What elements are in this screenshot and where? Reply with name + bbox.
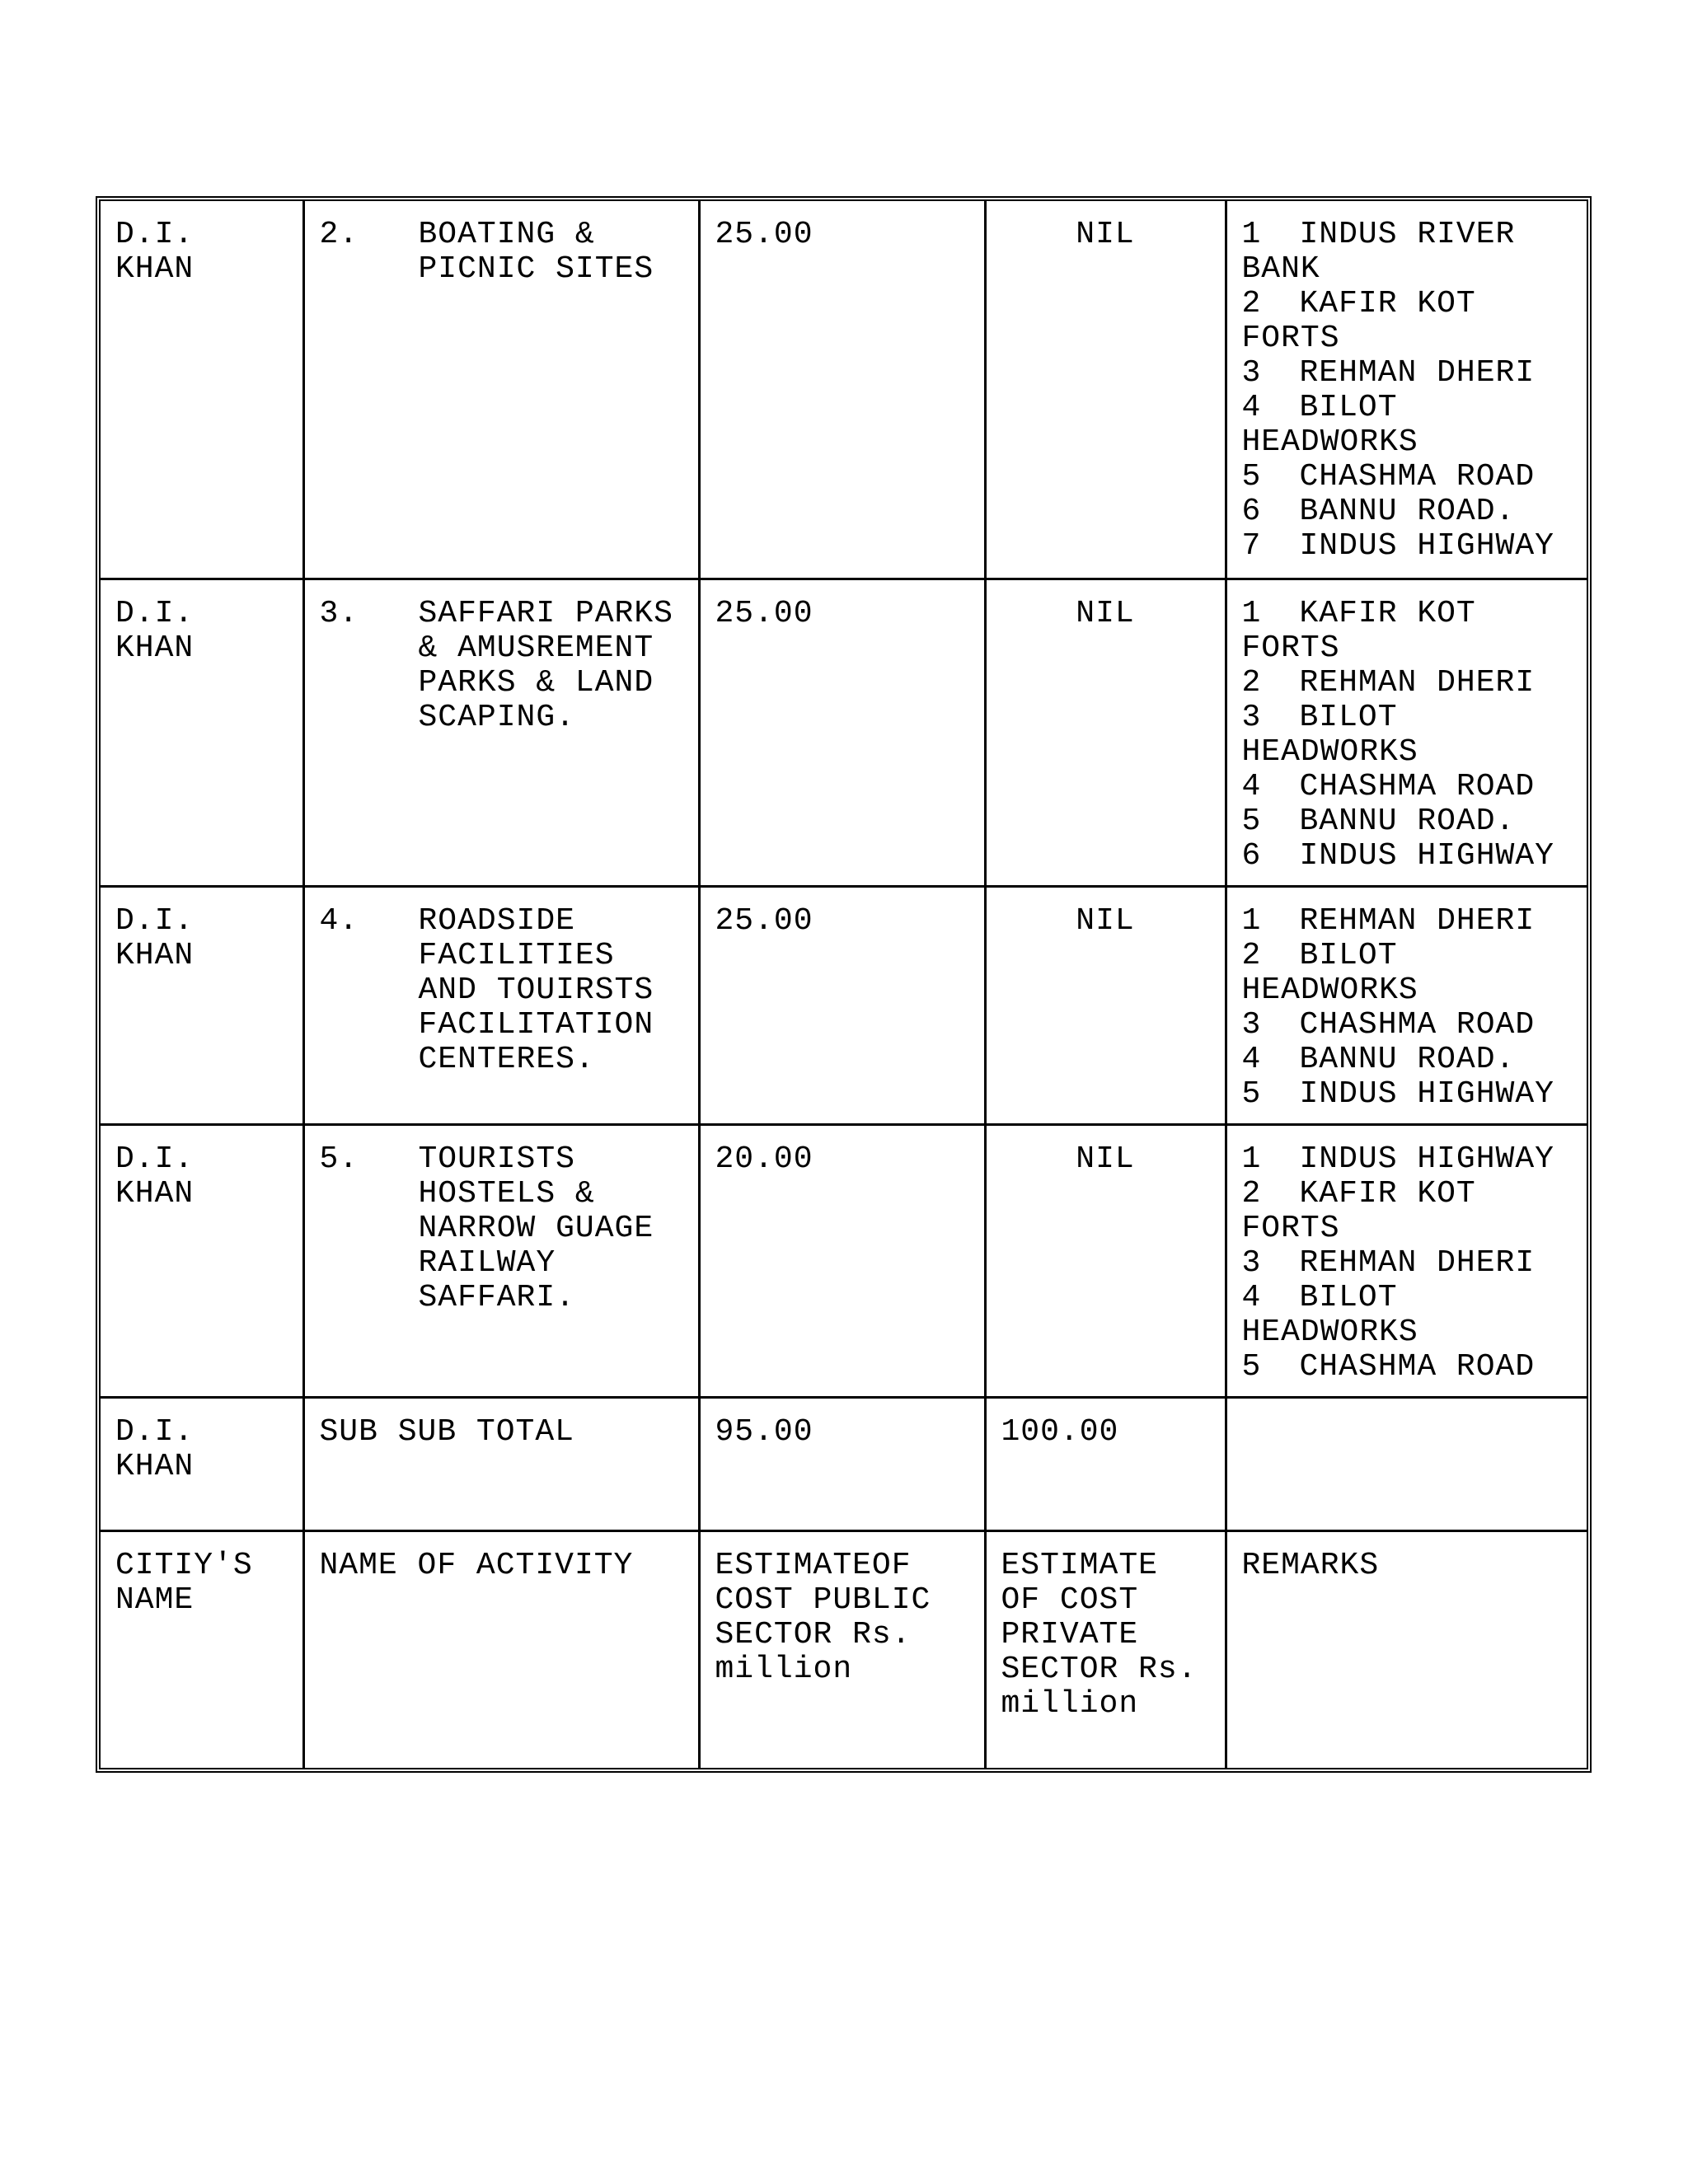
activity-cell — [303, 201, 699, 579]
remark-item: 4 BILOT HEADWORKS — [1241, 390, 1418, 460]
remark-item: 2 KAFIR KOT FORTS — [1241, 286, 1476, 356]
activity-cell — [303, 579, 699, 886]
public-cost-cell: 95.00 — [699, 1397, 985, 1530]
remark-item: 3 BILOT HEADWORKS — [1241, 699, 1418, 770]
activity-name: BOATING & PICNIC SITES — [418, 217, 654, 287]
private-cost-cell: NIL — [985, 201, 1226, 579]
private-cost-cell: NIL — [985, 1124, 1226, 1397]
remark-item: 4 CHASHMA ROAD — [1241, 768, 1536, 804]
header-private-cost: ESTIMATE OF COST PRIVATE SECTOR Rs. million — [985, 1530, 1226, 1768]
remarks-cell — [1226, 1124, 1587, 1397]
remark-item: 1 INDUS HIGHWAY — [1241, 1141, 1554, 1177]
header-activity: NAME OF ACTIVITY — [303, 1530, 699, 1768]
header-public-cost: ESTIMATEOF COST PUBLIC SECTOR Rs. million — [699, 1530, 985, 1768]
table-row — [101, 579, 1587, 886]
city-cell: D.I. KHAN — [101, 886, 303, 1124]
remark-item: 4 BANNU ROAD. — [1241, 1041, 1516, 1077]
activity-number: 3. — [319, 595, 359, 631]
activity-number: 5. — [319, 1141, 359, 1177]
remark-item: 2 REHMAN DHERI — [1241, 664, 1536, 701]
remark-item: 1 INDUS RIVER BANK — [1241, 217, 1516, 287]
city-cell: D.I. KHAN — [101, 579, 303, 886]
remark-item: 5 CHASHMA ROAD — [1241, 1348, 1536, 1385]
public-cost-cell: 25.00 — [699, 579, 985, 886]
remark-item: 5 BANNU ROAD. — [1241, 803, 1516, 839]
activity-number: 2. — [319, 217, 359, 252]
private-cost-cell: NIL — [985, 579, 1226, 886]
public-cost-cell: 25.00 — [699, 886, 985, 1124]
activity-table-frame — [96, 196, 1592, 1773]
remark-item: 5 INDUS HIGHWAY — [1241, 1076, 1554, 1112]
private-cost-cell: 100.00 — [985, 1397, 1226, 1530]
table-row — [101, 886, 1587, 1124]
remark-item: 1 KAFIR KOT FORTS — [1241, 595, 1476, 666]
city-cell: D.I. KHAN — [101, 1397, 303, 1530]
activity-cell — [303, 1124, 699, 1397]
city-cell: D.I. KHAN — [101, 201, 303, 579]
remarks-cell — [1226, 886, 1587, 1124]
header-city: CITIY'S NAME — [101, 1530, 303, 1768]
activity-name: SAFFARI PARKS & AMUSREMENT PARKS & LAND SCAPING. — [418, 595, 673, 735]
city-cell: D.I. KHAN — [101, 1124, 303, 1397]
activity-number: 4. — [319, 902, 359, 939]
activity-cell — [303, 886, 699, 1124]
remarks-cell — [1226, 1397, 1587, 1530]
column-header-row — [101, 1530, 1587, 1768]
remark-item: 7 INDUS HIGHWAY — [1241, 528, 1554, 564]
remark-item: 5 CHASHMA ROAD — [1241, 459, 1536, 494]
public-cost-cell: 20.00 — [699, 1124, 985, 1397]
remark-item: 6 BANNU ROAD. — [1241, 494, 1516, 529]
table-row — [101, 1124, 1587, 1397]
private-cost-cell: NIL — [985, 886, 1226, 1124]
subtotal-label: SUB SUB TOTAL — [303, 1397, 699, 1530]
remark-item: 3 REHMAN DHERI — [1241, 355, 1536, 391]
remark-item: 2 BILOT HEADWORKS — [1241, 937, 1418, 1008]
table-row — [101, 201, 1587, 579]
public-cost-cell: 25.00 — [699, 201, 985, 579]
remarks-cell — [1226, 201, 1587, 579]
activity-name: ROADSIDE FACILITIES AND TOUIRSTS FACILITATION CENTERES. — [418, 902, 654, 1077]
remark-item: 4 BILOT HEADWORKS — [1241, 1279, 1418, 1350]
activity-table — [101, 201, 1587, 1768]
remark-item: 6 INDUS HIGHWAY — [1241, 837, 1554, 874]
remarks-cell — [1226, 579, 1587, 886]
remark-item: 3 CHASHMA ROAD — [1241, 1006, 1536, 1043]
subtotal-row — [101, 1397, 1587, 1530]
remark-item: 2 KAFIR KOT FORTS — [1241, 1175, 1476, 1246]
activity-name: TOURISTS HOSTELS & NARROW GUAGE RAILWAY SAFFARI. — [418, 1141, 654, 1315]
header-remarks: REMARKS — [1226, 1530, 1587, 1768]
remark-item: 1 REHMAN DHERI — [1241, 902, 1536, 939]
remark-item: 3 REHMAN DHERI — [1241, 1244, 1536, 1281]
